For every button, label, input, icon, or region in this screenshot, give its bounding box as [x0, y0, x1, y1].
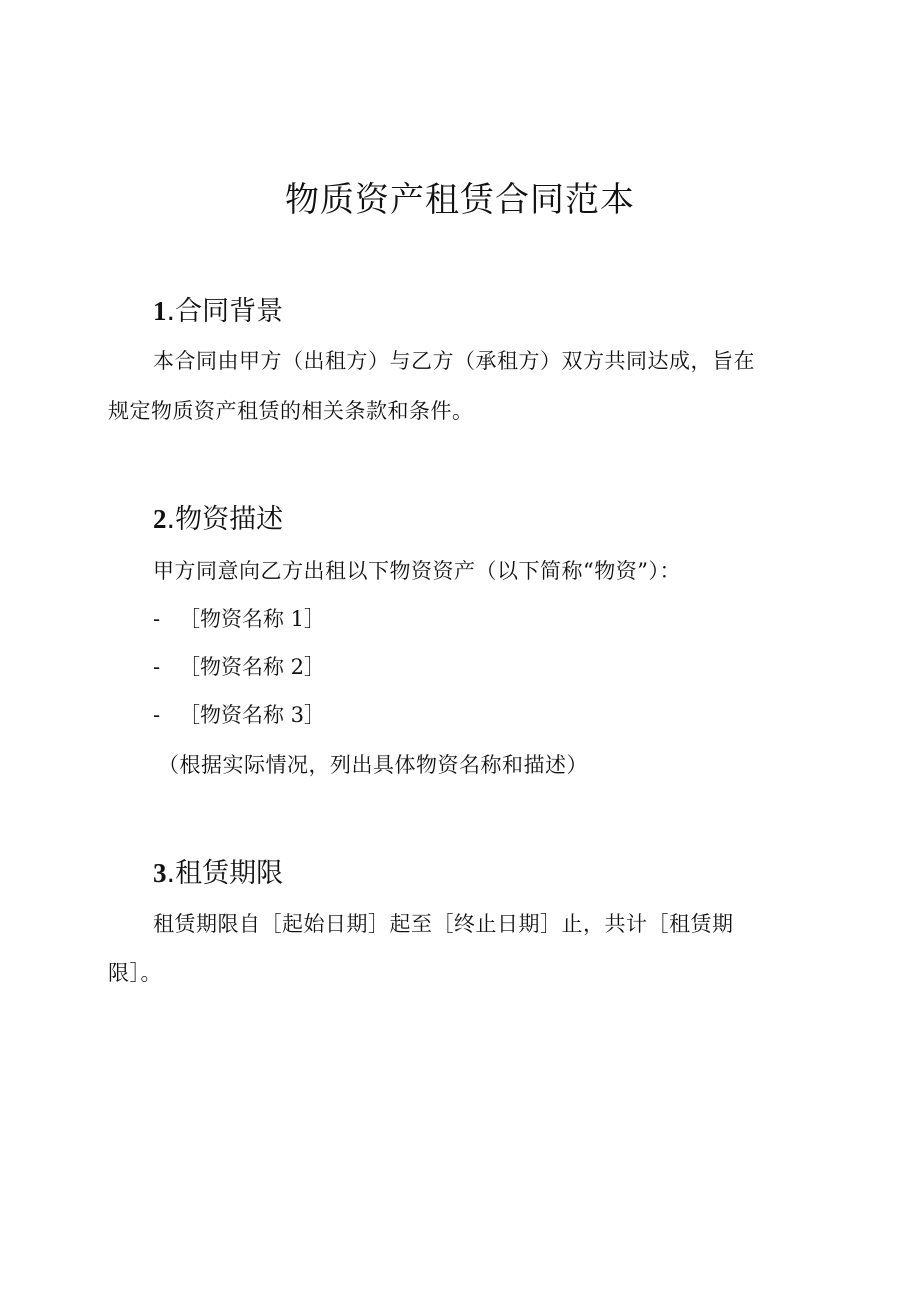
section-3-number: 3 [153, 858, 167, 888]
section-2-intro: 甲方同意向乙方出租以下物资资产（以下简称“物资”）： [153, 559, 681, 583]
section-3-title: .租赁期限 [166, 858, 284, 889]
section-3-heading [153, 855, 283, 892]
section-3-paragraph-line-1: 租赁期限自［起始日期］起至［终止日期］止，共计［租赁期 [153, 912, 734, 936]
section-1-heading [153, 293, 283, 330]
list-item-text: ［物资名称 2］ [179, 655, 326, 679]
list-dash: - [153, 703, 161, 727]
list-dash: - [153, 607, 161, 631]
list-item [153, 652, 325, 682]
section-1-paragraph-line-1: 本合同由甲方（出租方）与乙方（承租方）双方共同达成，旨在 [153, 349, 755, 373]
section-1-paragraph-line-2: 规定物质资产租赁的相关条款和条件。 [108, 399, 474, 423]
section-1-title: .合同背景 [166, 296, 284, 327]
section-2-note: （根据实际情况，列出具体物资名称和描述） [158, 753, 588, 777]
list-item [153, 604, 325, 634]
document-title: 物质资产租赁合同范本 [285, 180, 635, 220]
section-3-paragraph-line-2: 限］。 [108, 961, 162, 985]
list-item-text: ［物资名称 1］ [179, 607, 326, 631]
section-2-heading [153, 501, 283, 538]
list-item-text: ［物资名称 3］ [179, 703, 326, 727]
section-1-number: 1 [153, 296, 167, 326]
list-item [153, 700, 325, 730]
list-dash: - [153, 655, 161, 679]
section-2-number: 2 [153, 504, 167, 534]
section-2-title: .物资描述 [166, 504, 284, 535]
